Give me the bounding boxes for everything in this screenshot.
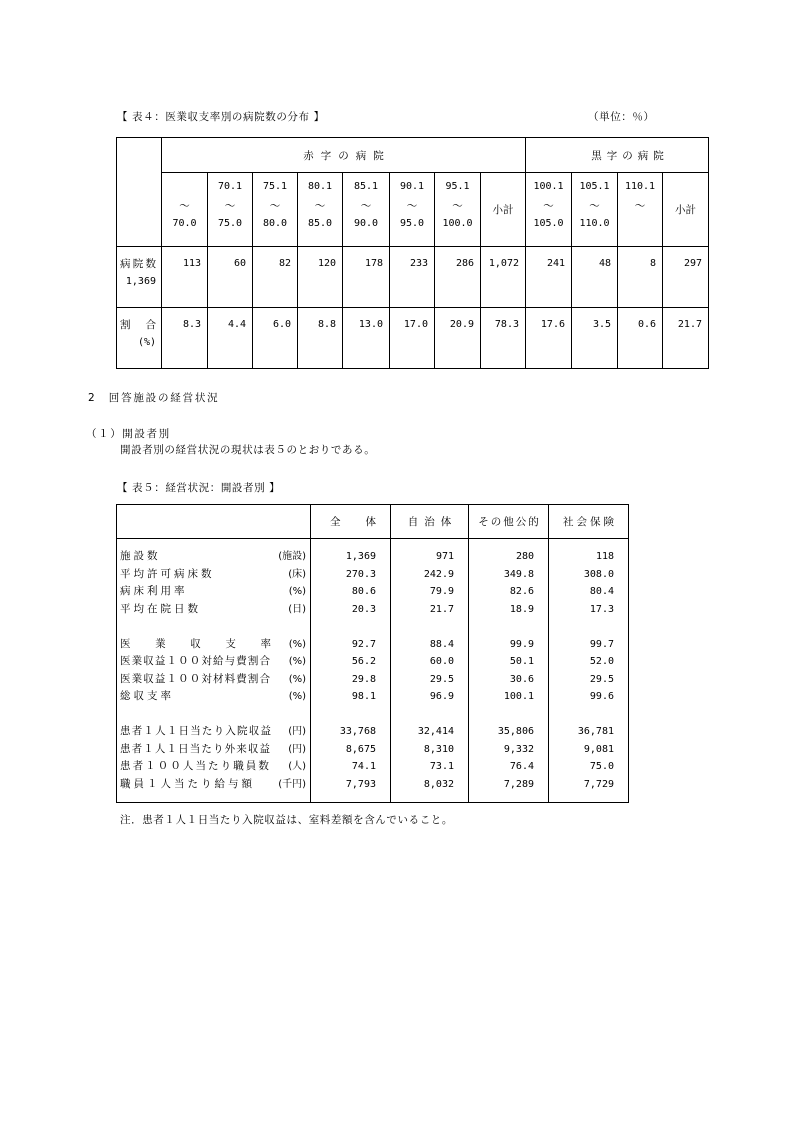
row-label-name: 医業収益１００対材料費割合	[120, 672, 272, 685]
range-from: 100.1	[533, 181, 564, 192]
range-header	[253, 173, 298, 247]
range-to: 85.0	[307, 218, 333, 229]
table5-row	[117, 653, 629, 671]
value-cell: 6.0	[253, 308, 298, 369]
row-label-unit: (%)	[288, 638, 306, 650]
value-cell: 74.1	[311, 758, 391, 776]
row-label	[117, 741, 310, 759]
row-label-unit: (円)	[288, 726, 306, 737]
value-cell: 80.6	[311, 583, 391, 601]
row-label-name: 職員１人当たり給与額	[120, 777, 255, 790]
row-label-unit: (円)	[288, 743, 306, 755]
table5-row	[117, 601, 629, 619]
spacer-cell	[469, 539, 549, 549]
label-char: 入	[225, 725, 236, 737]
label-char: 病	[120, 258, 131, 270]
value-cell: 88.4	[391, 636, 469, 654]
row-label	[117, 723, 310, 741]
value-cell: 8.3	[162, 308, 208, 369]
table5-corner-cell	[117, 505, 311, 539]
range-to: 90.0	[353, 218, 379, 229]
value-cell: 113	[162, 247, 208, 308]
section-heading: 2 回答施設の経営状況	[88, 392, 220, 404]
value-cell: 13.0	[343, 308, 390, 369]
label-char: 全	[330, 516, 341, 528]
row-label-cell	[117, 601, 311, 619]
column-header-label: 社会保険	[563, 516, 617, 528]
range-to: 110.0	[579, 218, 610, 229]
row-label-name: 患者１００人当たり職員数	[120, 760, 271, 772]
value-cell: 78.3	[481, 308, 526, 369]
spacer-cell	[391, 618, 469, 636]
value-cell: 9,081	[549, 741, 629, 759]
row-label-cell	[117, 688, 311, 706]
range-from: 75.1	[262, 181, 288, 192]
row-label	[120, 255, 156, 273]
label-char: 体	[365, 516, 376, 528]
table5-column-header	[549, 505, 629, 539]
range-from	[162, 178, 207, 197]
row-label	[117, 688, 310, 706]
row-label-name	[120, 636, 271, 654]
value-cell: 1,072	[481, 247, 526, 308]
range-from: 70.1	[217, 181, 243, 192]
value-cell: 60	[208, 247, 253, 308]
column-header-label: その他公的	[478, 516, 541, 528]
range-header	[208, 173, 253, 247]
range-header	[435, 173, 481, 247]
value-cell: 8,310	[391, 741, 469, 759]
label-char: 収	[248, 725, 260, 737]
row-label-name: 総収支率	[120, 690, 174, 702]
value-cell: 17.3	[549, 601, 629, 619]
label-char: 日	[178, 725, 190, 737]
value-cell: 1,369	[311, 548, 391, 566]
value-cell: 100.1	[469, 688, 549, 706]
label-char: 支	[225, 637, 236, 650]
value-cell: 8,675	[311, 741, 391, 759]
row-label	[117, 758, 310, 776]
row-label	[117, 636, 310, 654]
value-cell: 30.6	[469, 671, 549, 689]
range-to: 95.0	[399, 218, 425, 229]
row-label-name: 医業収益１００対給与費割合	[120, 655, 272, 667]
range-from: 80.1	[307, 181, 333, 192]
row-label-name: 患者１人１日当たり外来収益	[120, 742, 272, 755]
value-cell: 20.9	[435, 308, 481, 369]
row-label-cell	[117, 653, 311, 671]
range-header	[526, 173, 572, 247]
spacer-cell	[311, 706, 391, 724]
value-cell: 52.0	[549, 653, 629, 671]
range-header	[618, 173, 663, 247]
range-to: 105.0	[533, 218, 564, 229]
value-cell: 75.0	[549, 758, 629, 776]
row-label-cell	[117, 247, 162, 308]
value-cell: 99.6	[549, 688, 629, 706]
row-label	[117, 583, 310, 601]
value-cell: 73.1	[391, 758, 469, 776]
table4-corner-cell	[117, 138, 162, 247]
value-cell: 29.5	[549, 671, 629, 689]
row-label	[117, 653, 310, 671]
table5-spacer-row	[117, 793, 629, 803]
column-header-label: 自治体	[407, 516, 458, 528]
row-label-unit: (%)	[288, 691, 306, 702]
table5-column-header	[469, 505, 549, 539]
value-cell: 178	[343, 247, 390, 308]
value-cell: 8.8	[298, 308, 343, 369]
value-cell: 76.4	[469, 758, 549, 776]
subtotal-header	[663, 173, 709, 247]
row-label-cell	[117, 671, 311, 689]
row-label-name: 平均在院日数	[120, 602, 201, 615]
value-cell: 82.6	[469, 583, 549, 601]
table5-title: 【 表５：経営状況：開設者別 】	[117, 482, 281, 494]
value-cell: 7,289	[469, 776, 549, 794]
row-label-unit: (施設)	[278, 551, 306, 562]
label-char: た	[201, 725, 213, 737]
spacer-cell	[311, 618, 391, 636]
subtotal-header	[481, 173, 526, 247]
value-cell: 0.6	[618, 308, 663, 369]
row-label-cell	[117, 308, 162, 369]
table5-row	[117, 636, 629, 654]
row-label-cell	[117, 758, 311, 776]
section-description: 開設者別の経営状況の現状は表５のとおりである。	[120, 444, 376, 456]
surplus-group-label: 黒字の病院	[591, 149, 669, 162]
value-cell: 8,032	[391, 776, 469, 794]
value-cell: 308.0	[549, 566, 629, 584]
spacer-cell	[117, 793, 311, 803]
spacer-cell	[469, 793, 549, 803]
spacer-cell	[117, 618, 311, 636]
spacer-cell	[391, 793, 469, 803]
deficit-hospitals-header	[162, 138, 526, 173]
value-cell: 35,806	[469, 723, 549, 741]
surplus-hospitals-header	[526, 138, 709, 173]
row-label-unit: (床)	[288, 568, 306, 580]
row-label	[117, 671, 310, 689]
value-cell: 280	[469, 548, 549, 566]
row-label-unit: (%)	[288, 586, 306, 597]
value-cell: 48	[572, 247, 618, 308]
label-char: 合	[145, 319, 156, 331]
range-from: 95.1	[445, 181, 470, 192]
value-cell: 349.8	[469, 566, 549, 584]
table4-group-header-row	[117, 138, 709, 173]
section-subheading: （１）開設者別	[86, 428, 171, 440]
table5-row	[117, 566, 629, 584]
row-label	[120, 316, 156, 334]
table5-spacer-row	[117, 618, 629, 636]
value-cell: 17.0	[390, 308, 435, 369]
spacer-cell	[469, 618, 549, 636]
row-label-name: 病床利用率	[120, 585, 188, 597]
value-cell: 241	[526, 247, 572, 308]
row-sublabel: 1,369	[125, 276, 156, 287]
value-cell: 50.1	[469, 653, 549, 671]
table5-row	[117, 688, 629, 706]
value-cell: 286	[435, 247, 481, 308]
value-cell: 96.9	[391, 688, 469, 706]
row-label-cell	[117, 548, 311, 566]
label-char: 患	[120, 725, 131, 737]
row-label-cell	[117, 741, 311, 759]
table5-row	[117, 671, 629, 689]
range-header	[572, 173, 618, 247]
table5-column-header	[311, 505, 391, 539]
value-cell: 32,414	[391, 723, 469, 741]
range-header	[343, 173, 390, 247]
row-label-cell	[117, 583, 311, 601]
table5-column-header	[391, 505, 469, 539]
table5-row	[117, 723, 629, 741]
range-from: 85.1	[353, 181, 379, 192]
row-label	[117, 776, 310, 794]
row-label-name	[120, 723, 271, 741]
range-to: 100.0	[442, 218, 473, 229]
row-label-unit: (%)	[288, 673, 306, 685]
range-to: 80.0	[262, 218, 288, 229]
value-cell: 33,768	[311, 723, 391, 741]
spacer-cell	[549, 618, 629, 636]
range-header	[298, 173, 343, 247]
range-separator: ～	[224, 199, 236, 212]
value-cell: 4.4	[208, 308, 253, 369]
range-to	[618, 215, 662, 234]
value-cell: 3.5	[572, 308, 618, 369]
range-separator: ～	[452, 199, 463, 212]
row-label-cell	[117, 566, 311, 584]
row-sublabel: (%)	[137, 337, 156, 348]
value-cell: 17.6	[526, 308, 572, 369]
table4-range-header-row	[117, 173, 709, 247]
table5-spacer-row	[117, 539, 629, 549]
value-cell: 18.9	[469, 601, 549, 619]
value-cell: 36,781	[549, 723, 629, 741]
label-char: 数	[145, 258, 156, 270]
value-cell: 120	[298, 247, 343, 308]
table4-unit-note: （単位：％）	[588, 111, 655, 123]
label-char: 益	[260, 725, 271, 737]
table5-management-status	[116, 504, 629, 803]
table5-row	[117, 583, 629, 601]
label-char: 率	[260, 637, 271, 650]
value-cell: 297	[663, 247, 709, 308]
table4-data-row	[117, 308, 709, 369]
range-header	[390, 173, 435, 247]
column-header-label	[330, 514, 376, 529]
range-separator: ～	[589, 199, 600, 212]
label-char: 医	[120, 637, 131, 650]
range-separator: ～	[634, 199, 646, 212]
value-cell: 56.2	[311, 653, 391, 671]
label-char: り	[213, 725, 225, 737]
row-label	[117, 601, 310, 619]
value-cell: 7,729	[549, 776, 629, 794]
range-separator: ～	[179, 199, 190, 212]
label-char: 人	[155, 725, 166, 737]
row-label-cell	[117, 776, 311, 794]
range-from: 105.1	[579, 181, 610, 192]
table5-header-row	[117, 505, 629, 539]
spacer-cell	[469, 706, 549, 724]
range-separator: ～	[406, 199, 418, 212]
value-cell: 971	[391, 548, 469, 566]
deficit-group-label: 赤字の病院	[303, 149, 391, 162]
row-label-unit: (千円)	[278, 778, 306, 790]
table4-data-row	[117, 247, 709, 308]
subtotal-label: 小計	[675, 204, 696, 216]
label-char: １	[166, 725, 178, 737]
row-label-cell	[117, 723, 311, 741]
spacer-cell	[117, 706, 311, 724]
spacer-cell	[117, 539, 311, 549]
value-cell: 21.7	[663, 308, 709, 369]
value-cell: 270.3	[311, 566, 391, 584]
range-separator: ～	[360, 199, 372, 212]
label-char: 院	[132, 258, 144, 270]
range-separator: ～	[543, 199, 554, 212]
value-cell: 80.4	[549, 583, 629, 601]
value-cell: 92.7	[311, 636, 391, 654]
table5-spacer-row	[117, 706, 629, 724]
spacer-cell	[311, 793, 391, 803]
label-char: 者	[131, 725, 143, 737]
range-to: 75.0	[217, 218, 243, 229]
spacer-cell	[391, 539, 469, 549]
range-from: 110.1	[624, 181, 656, 192]
spacer-cell	[549, 793, 629, 803]
value-cell: 60.0	[391, 653, 469, 671]
value-cell: 82	[253, 247, 298, 308]
table5-note: 注．患者１人１日当たり入院収益は、室料差額を含んでいること。	[120, 814, 453, 826]
value-cell: 29.5	[391, 671, 469, 689]
value-cell: 99.9	[469, 636, 549, 654]
label-char: 院	[237, 725, 248, 737]
row-label-name: 施設数	[120, 550, 161, 562]
row-label-name: 平均許可病床数	[120, 567, 215, 580]
table5-row	[117, 776, 629, 794]
range-separator: ～	[314, 199, 326, 212]
row-label	[117, 566, 310, 584]
value-cell: 99.7	[549, 636, 629, 654]
label-char: 当	[190, 725, 201, 737]
range-from: 90.1	[399, 181, 425, 192]
value-cell: 79.9	[391, 583, 469, 601]
row-label-unit: (%)	[288, 656, 306, 667]
table5-row	[117, 758, 629, 776]
spacer-cell	[311, 539, 391, 549]
spacer-cell	[549, 706, 629, 724]
subtotal-label: 小計	[492, 204, 514, 216]
value-cell: 118	[549, 548, 629, 566]
label-char: 割	[120, 319, 131, 331]
spacer-cell	[549, 539, 629, 549]
label-char: 業	[155, 637, 166, 650]
value-cell: 242.9	[391, 566, 469, 584]
value-cell: 9,332	[469, 741, 549, 759]
value-cell: 29.8	[311, 671, 391, 689]
value-cell: 98.1	[311, 688, 391, 706]
range-separator: ～	[269, 199, 281, 212]
value-cell: 20.3	[311, 601, 391, 619]
row-label-cell	[117, 636, 311, 654]
table5-row	[117, 548, 629, 566]
row-label-unit: (人)	[288, 761, 306, 772]
label-char: 収	[190, 637, 201, 650]
value-cell: 7,793	[311, 776, 391, 794]
range-to: 70.0	[172, 218, 197, 229]
table5-row	[117, 741, 629, 759]
value-cell: 233	[390, 247, 435, 308]
label-char: １	[143, 725, 154, 737]
value-cell: 8	[618, 247, 663, 308]
spacer-cell	[391, 706, 469, 724]
value-cell: 21.7	[391, 601, 469, 619]
table4-hospital-distribution	[116, 137, 709, 369]
row-label-unit: (日)	[288, 603, 306, 615]
row-label	[117, 548, 310, 566]
table4-title: 【 表４：医業収支率別の病院数の分布 】	[117, 111, 325, 123]
range-header	[162, 173, 208, 247]
